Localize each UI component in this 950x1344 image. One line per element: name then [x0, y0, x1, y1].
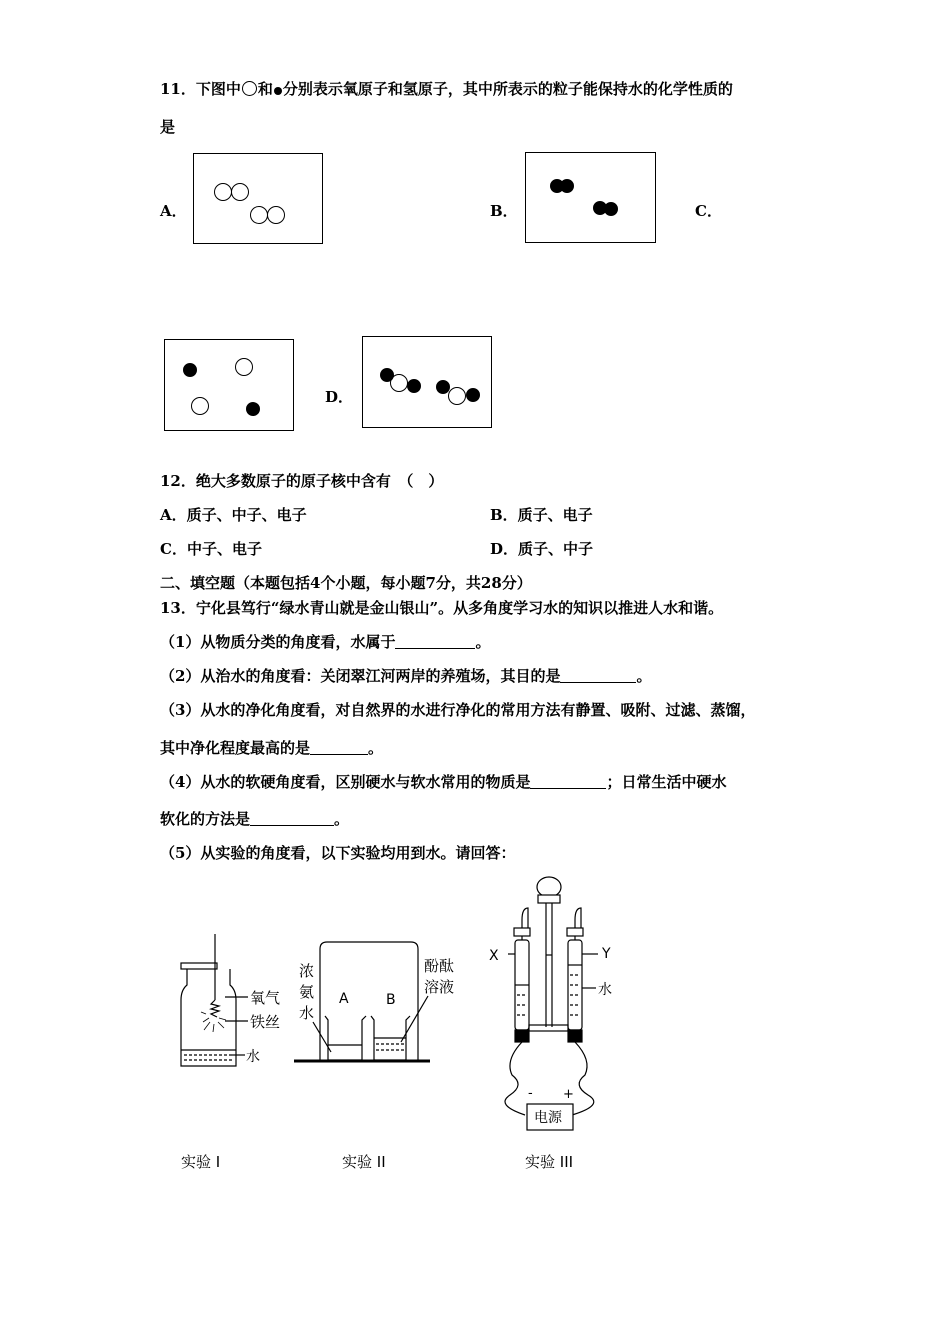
exp3-label-plus: + — [563, 1087, 574, 1102]
funnel-bulb — [537, 877, 561, 897]
q13-part4-line2: 软化的方法是 。 — [160, 810, 350, 828]
q13-part1: （1）从物质分类的角度看，水属于 。 — [160, 633, 491, 651]
electrode-x — [515, 1030, 529, 1042]
q13-part5: （5）从实验的角度看，以下实验均用到水。请回答： — [160, 844, 516, 862]
exp2-label-a: A — [339, 991, 349, 1007]
iron-wire-coil — [211, 1000, 219, 1017]
jar-lid — [181, 963, 217, 969]
exp3-label-x: X — [489, 948, 499, 964]
q12-option-b[interactable]: B．质子、电子 — [490, 506, 593, 524]
exp1-label-water: 水 — [246, 1049, 260, 1065]
q11-option-d-label[interactable]: D． — [325, 388, 354, 406]
exp1-label-wire: 铁丝 — [250, 1013, 281, 1031]
exp3-label-water: 水 — [598, 982, 612, 998]
beaker-a — [325, 1016, 366, 1060]
experiment-2-figure — [294, 942, 430, 1061]
q11-option-b-label[interactable]: B． — [490, 202, 518, 220]
exp3-label-y: Y — [602, 946, 611, 962]
q12-stem: 12．绝大多数原子的原子核中含有 （ ） — [160, 472, 444, 490]
exp1-label-oxygen: 氧气 — [250, 989, 281, 1007]
q11-stem-line2: 是 — [160, 118, 176, 136]
gas-jar — [181, 969, 236, 1066]
exp2-label-phenol-2: 溶液 — [424, 978, 455, 996]
exp3-caption: 实验 III — [525, 1153, 574, 1171]
section-heading: 二、填空题（本题包括4个小题，每小题7分，共28分） — [160, 574, 532, 592]
exp1-caption: 实验 I — [181, 1153, 221, 1171]
exp3-label-minus: - — [528, 1086, 533, 1101]
q12-option-a[interactable]: A．质子、中子、电子 — [160, 506, 307, 524]
q13-part3-line2: 其中净化程度最高的是 。 — [160, 739, 384, 757]
q12-option-c[interactable]: C．中子、电子 — [160, 540, 262, 558]
exp2-label-ammonia-1: 浓 — [299, 962, 315, 980]
wire-negative — [505, 1042, 525, 1115]
exp2-label-ammonia-3: 水 — [299, 1004, 315, 1022]
electrode-y — [568, 1030, 582, 1042]
bell-jar — [320, 942, 418, 1060]
exp2-label-phenol-1: 酚酞 — [424, 957, 455, 975]
experiment-3-figure — [505, 877, 598, 1130]
exp2-label-b: B — [386, 992, 396, 1008]
q13-part2: （2）从治水的角度看：关闭翠江河两岸的养殖场，其目的是 。 — [160, 667, 652, 685]
exp2-caption: 实验 II — [342, 1153, 386, 1171]
q11-option-a-label[interactable]: A． — [160, 202, 187, 220]
q13-part3-line1: （3）从水的净化角度看，对自然界的水进行净化的常用方法有静置、吸附、过滤、蒸馏， — [160, 701, 756, 719]
q11-option-c-label[interactable]: C． — [695, 202, 722, 220]
connecting-tube — [529, 1025, 568, 1031]
exp3-label-power: 电源 — [534, 1110, 562, 1126]
q12-option-d[interactable]: D．质子、中子 — [490, 540, 594, 558]
q11-stem: 11．下图中 和 分别表示氧原子和氢原子，其中所表示的粒子能保持水的化学性质的 — [160, 80, 733, 98]
exp2-label-ammonia-2: 氨 — [299, 983, 315, 1001]
q13-part4-line1: （4）从水的软硬角度看，区别硬水与软水常用的物质是 ；日常生活中硬水 — [160, 773, 727, 791]
wire-positive — [572, 1042, 594, 1115]
experiment-1-figure — [181, 934, 248, 1066]
q13-stem: 13．宁化县笃行“绿水青山就是金山银山”。从多角度学习水的知识以推进人水和谐。 — [160, 599, 724, 617]
